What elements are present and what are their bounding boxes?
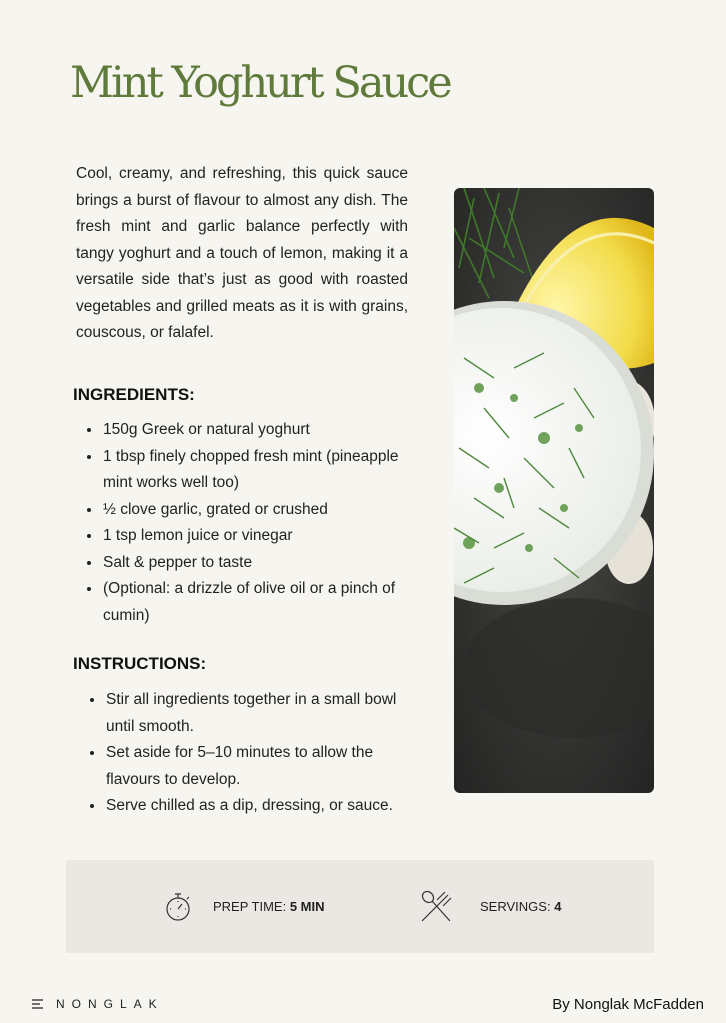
recipe-title: Mint Yoghurt Sauce [70,58,450,108]
recipe-intro: Cool, creamy, and refreshing, this quick sauce brings a burst of flavour to almost any dish. The fresh mint and garlic balance perfectly with tangy yoghurt and a touch of lemon, making it a versatile side that’s just as good with roasted vegetables and grilled meats as it is with grains, couscous, or falafel. [76,165,408,341]
servings [418,860,561,953]
brand-mark-icon [31,999,44,1009]
brand-logo [31,997,164,1011]
info-bar [66,860,654,953]
brand-name: NONGLAK [56,997,164,1011]
servings-label: SERVINGS: [480,899,555,914]
ingredient-item: • 1 tsp lemon juice or vinegar [102,523,422,550]
ingredient-item: • 150g Greek or natural yoghurt [102,417,422,444]
author-byline: By Nonglak McFadden [552,996,704,1013]
servings-value: 4 [554,899,562,914]
ingredients-list [76,417,422,629]
instructions-list [79,687,405,820]
prep-value: 5 MIN [289,899,325,914]
sauce-photo [454,188,654,793]
ingredient-item: • ½ clove garlic, grated or crushed [102,497,422,524]
ingredient-item: • 1 tbsp finely chopped fresh mint (pineapple mint works well too) [102,444,422,497]
ingredients-heading: INGREDIENTS: [73,385,195,404]
prep-label: PREP TIME: [213,899,290,914]
instruction-item: • Stir all ingredients together in a small bowl until smooth. [105,687,405,740]
instructions-heading: INSTRUCTIONS: [73,654,207,673]
ingredient-item: • (Optional: a drizzle of olive oil or a pinch of cumin) [102,576,422,629]
fork-spoon-icon [418,889,454,925]
instruction-item: • Set aside for 5–10 minutes to allow the flavours to develop. [105,740,405,793]
ingredient-item: • Salt & pepper to taste [102,550,422,577]
prep-time [161,860,325,953]
instruction-item: • Serve chilled as a dip, dressing, or sauce. [105,793,405,820]
stopwatch-icon [161,890,195,924]
